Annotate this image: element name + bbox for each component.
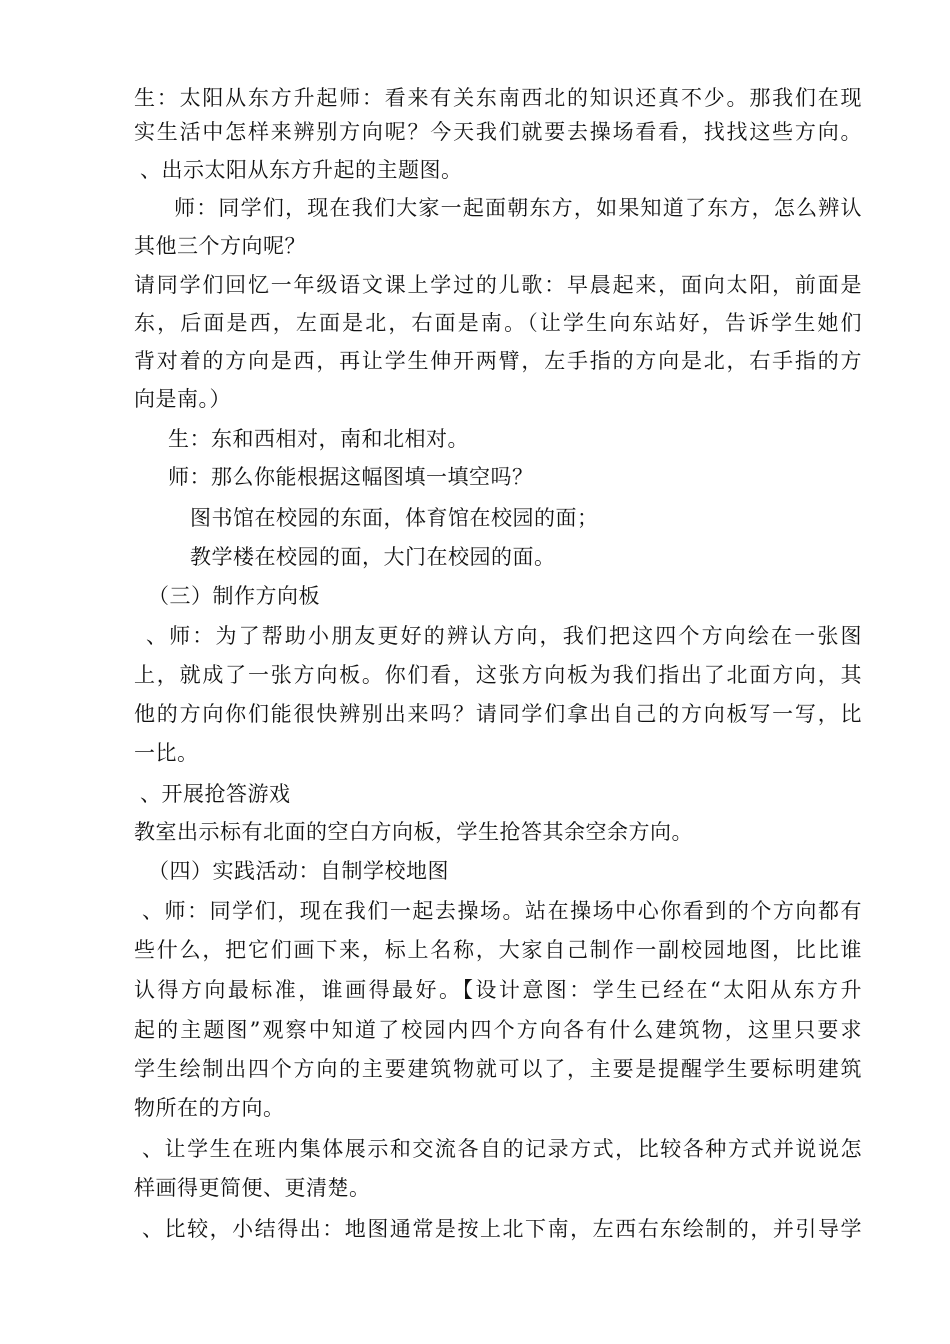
text-line: 师：那么你能根据这幅图填一填空吗？: [168, 465, 534, 489]
text-line: 、让学生在班内集体展示和交流各自的记录方式，比较各种方式并说说怎: [142, 1137, 862, 1161]
text-line: 认得方向最标准，谁画得最好。【设计意图：学生已经在“太阳从东方升: [134, 978, 862, 1002]
text-line: 图书馆在校园的东面，体育馆在校园的面；: [190, 506, 599, 530]
text-line: 东，后面是西，左面是北，右面是南。（让学生向东站好，告诉学生她们: [134, 311, 862, 335]
section-heading: （三）制作方向板: [148, 584, 320, 608]
text-line: 样画得更简便、更清楚。: [134, 1176, 371, 1200]
text-line: 、师：同学们，现在我们一起去操场。站在操场中心你看到的个方向都有: [142, 899, 862, 923]
text-line: 学生绘制出四个方向的主要建筑物就可以了，主要是提醒学生要标明建筑: [134, 1057, 862, 1081]
text-line: 师：同学们，现在我们大家一起面朝东方，如果知道了东方，怎么辨认: [174, 196, 862, 220]
text-line: 、出示太阳从东方升起的主题图。: [140, 158, 463, 182]
text-line: 生：东和西相对，南和北相对。: [168, 427, 469, 451]
text-line: 请同学们回忆一年级语文课上学过的儿歌：早晨起来，面向太阳，前面是: [134, 273, 862, 297]
text-line: 其他三个方向呢？: [134, 234, 306, 258]
text-line: 实生活中怎样来辨别方向呢？今天我们就要去操场看看，找找这些方向。: [134, 120, 862, 144]
text-line: 向是南。）: [134, 387, 231, 411]
text-line: 、师：为了帮助小朋友更好的辨认方向，我们把这四个方向绘在一张图: [146, 624, 862, 648]
text-line: 些什么，把它们画下来，标上名称，大家自己制作一副校园地图，比比谁: [134, 938, 862, 962]
text-line: 一比。: [134, 741, 199, 765]
text-line: 生：太阳从东方升起师：看来有关东南西北的知识还真不少。那我们在现: [134, 86, 862, 110]
text-line: 、比较，小结得出：地图通常是按上北下南，左西右东绘制的，并引导学: [142, 1217, 862, 1241]
text-line: 物所在的方向。: [134, 1096, 285, 1120]
text-line: 背对着的方向是西，再让学生伸开两臂，左手指的方向是北，右手指的方: [134, 349, 862, 373]
text-line: 教学楼在校园的面，大门在校园的面。: [190, 545, 556, 569]
text-line: 他的方向你们能很快辨别出来吗？请同学们拿出自己的方向板写一写，比: [134, 702, 862, 726]
section-heading: （四）实践活动：自制学校地图: [148, 859, 449, 883]
text-line: 、开展抢答游戏: [140, 782, 291, 806]
text-line: 教室出示标有北面的空白方向板，学生抢答其余空余方向。: [134, 820, 693, 844]
text-line: 上，就成了一张方向板。你们看，这张方向板为我们指出了北面方向，其: [134, 663, 862, 687]
text-line: 起的主题图”观察中知道了校园内四个方向各有什么建筑物，这里只要求: [134, 1018, 862, 1042]
